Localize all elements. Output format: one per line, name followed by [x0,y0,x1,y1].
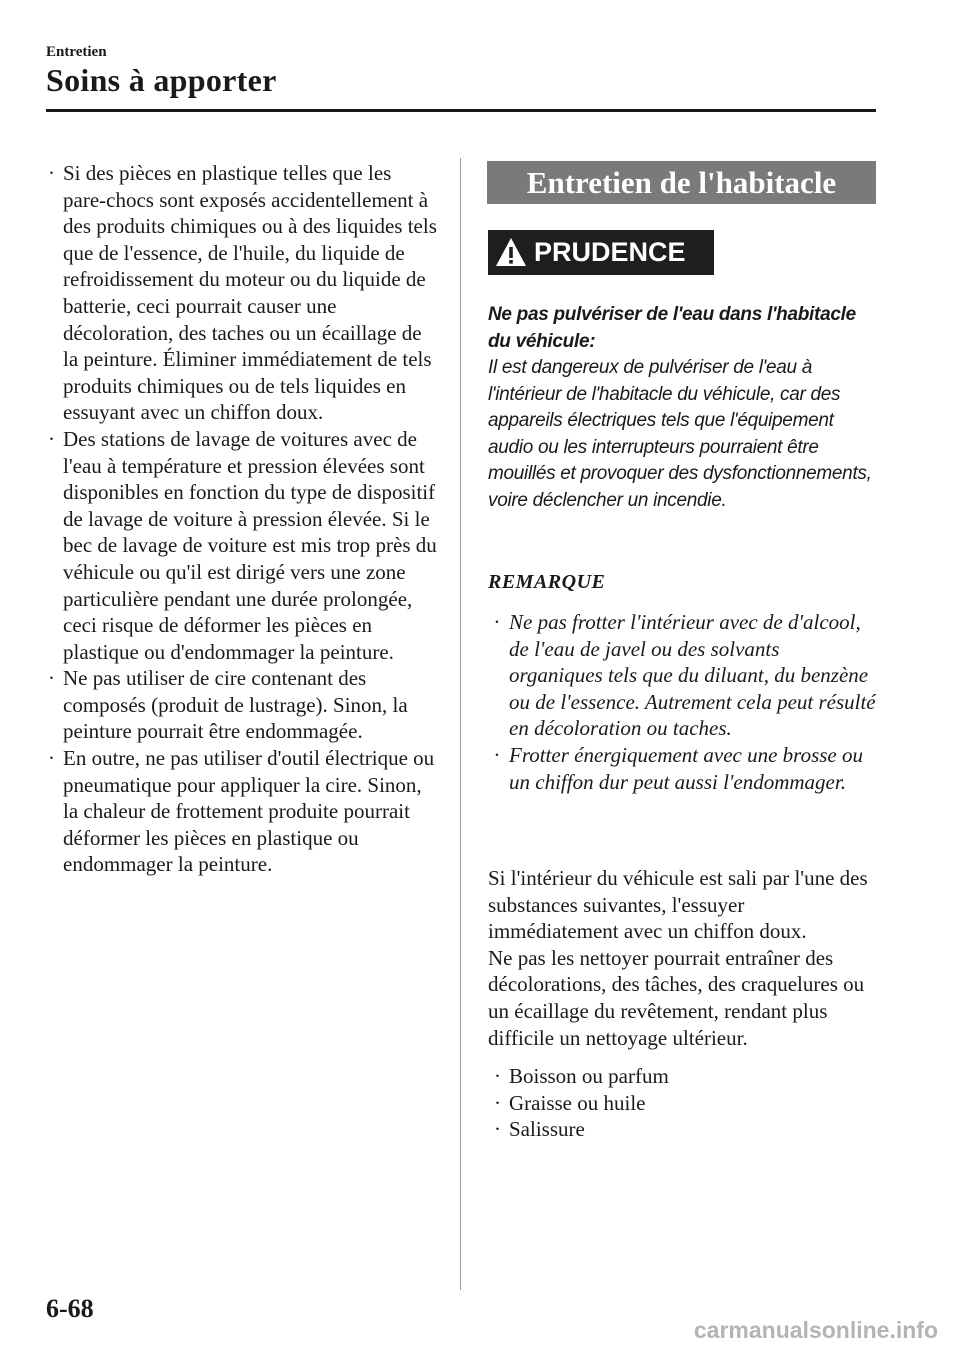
bullet-icon: · [494,1090,501,1115]
bullet-icon: · [494,610,500,634]
caution-label [488,230,714,275]
bullet-icon: · [494,742,500,767]
header-rule [46,109,876,112]
page-number: 6-68 [46,1294,94,1323]
list-item-text: Si des pièces en plastique telles que les pare-chocs sont exposés accidentellement à des produits chimiques ou à des liquides tels que de l'essence, de l'huile, du liquide de refroidissement du moteur ou du liquide de batterie, ceci pourrait causer une décoloration, des taches ou un écaillage de la peinture. Éliminer immédiatement de tels produits chimiques ou de tels liquides en essuyant avec un chiffon doux. [63,161,437,425]
list-item-text: Des stations de lavage de voitures avec de l'eau à température et pression élevées sont disponibles en fonction du type de dispositif de lavage de voiture à pression élevée. Si le bec de lavage de voiture est mis trop près du véhicule ou qu'il est dirigé vers une zone particulière pendant une durée prolongée, ceci risque de déformer les pièces en plastique ou d'endommager la peinture. [63,426,437,664]
list-item [46,745,438,878]
body-paragraph [488,865,878,1051]
section-banner: Entretien de l'habitacle [487,161,876,204]
list-item [46,426,438,665]
chapter-title: Entretien [46,44,107,60]
caution-heading: Ne pas pulvériser de l'eau dans l'habitacle du véhicule: [488,304,856,352]
bullet-icon: · [494,1064,501,1088]
note-title: REMARQUE [488,571,606,593]
substances-list [492,1063,872,1143]
list-item [492,609,876,742]
caution-text [488,302,876,514]
section-title: Soins à apporter [46,62,277,98]
list-item-text: Salissure [509,1117,585,1142]
warning-triangle-icon [495,236,527,268]
list-item-text: Ne pas utiliser de cire contenant des composés (produit de lustrage). Sinon, la peinture pourrait être endommagée. [63,666,408,744]
watermark: carmanualsonline.info [693,1317,938,1343]
paragraph-1: Si l'intérieur du véhicule est sali par l'une des substances suivantes, l'essuyer immédiatement avec un chiffon doux. [488,866,868,944]
bullet-icon: · [48,746,55,771]
list-item [492,1116,872,1143]
list-item-text: Frotter énergiquement avec une brosse ou un chiffon dur peut aussi l'endommager. [509,742,863,794]
bullet-icon: · [48,666,55,691]
list-item-text: En outre, ne pas utiliser d'outil électrique ou pneumatique pour appliquer la cire. Sinon, la chaleur de frottement produite pourrait déformer les pièces en plastique ou endommager la peinture. [63,746,435,877]
caution-body: Il est dangereux de pulvériser de l'eau à l'intérieur de l'habitacle du véhicule, car des appareils électriques tels que l'équipement audio ou les interrupteurs pourraient être mouillés et provoquer des dysfonctionnements, voire déclencher un incendie. [488,357,872,511]
paragraph-2: Ne pas les nettoyer pourrait entraîner des décolorations, des tâches, des craquelures ou un écaillage du revêtement, rendant plus difficile un nettoyage ultérieur. [488,945,865,1050]
note-list [492,609,876,795]
list-item [46,160,438,426]
bullet-icon: · [48,161,55,185]
caution-label-text: PRUDENCE [534,237,686,267]
list-item-text: Boisson ou parfum [509,1064,669,1088]
list-item [492,742,876,795]
left-column [46,160,438,878]
list-item-text: Ne pas frotter l'intérieur avec de d'alcool, de l'eau de javel ou des solvants organiques tels que du diluant, du benzène ou de l'essence. Autrement cela peut résulté en décoloration ou taches. [509,610,876,741]
list-item-text: Graisse ou huile [509,1090,646,1115]
bullet-icon: · [48,426,55,451]
column-divider [460,158,461,1290]
list-item [46,665,438,745]
list-item [492,1063,872,1090]
bullet-icon: · [494,1117,501,1142]
list-item [492,1090,872,1117]
